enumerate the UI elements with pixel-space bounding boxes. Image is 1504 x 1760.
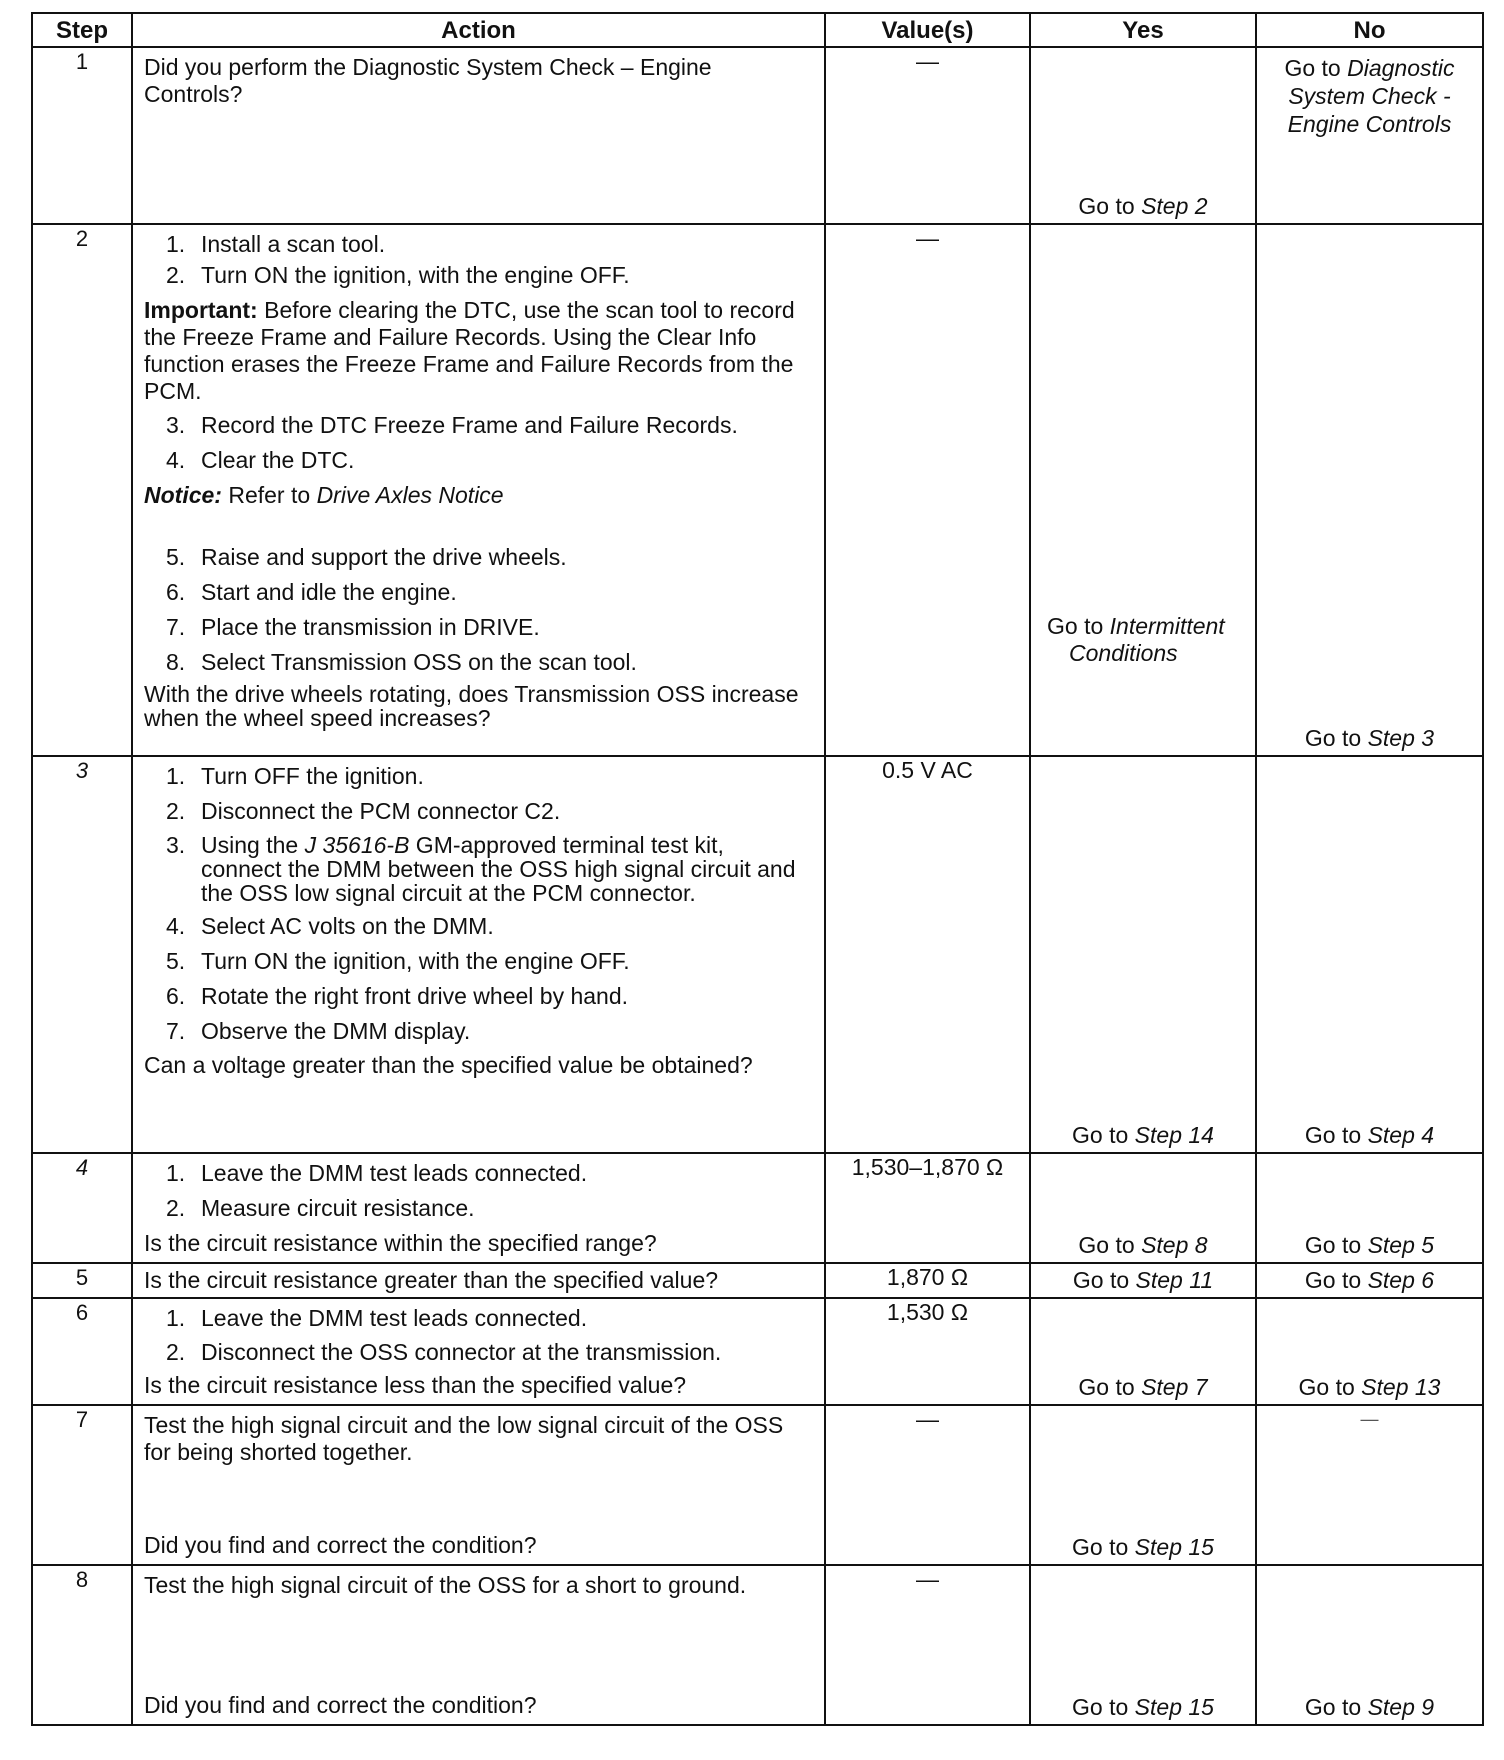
value-cell: 0.5 V AC [825, 756, 1030, 1153]
value-cell: 1,870 Ω [825, 1263, 1030, 1298]
yes-cell[interactable] [1030, 1263, 1256, 1298]
list-item: 2. Measure circuit resistance. [166, 1195, 475, 1221]
header-yes: Yes [1030, 13, 1256, 47]
yes-cell[interactable] [1030, 224, 1256, 756]
header-no: No [1256, 13, 1483, 47]
action-cell [132, 224, 825, 756]
list-item: 7. Observe the DMM display. [166, 1018, 471, 1044]
no-cell[interactable] [1256, 756, 1483, 1153]
list-item: 3. Record the DTC Freeze Frame and Failure Records. [166, 412, 738, 438]
action-cell [132, 1298, 825, 1405]
list-item: 4. Clear the DTC. [166, 447, 355, 473]
notice-link[interactable]: Drive Axles Notice [316, 482, 504, 508]
action-question: Did you find and correct the condition? [144, 1532, 537, 1558]
no-cell[interactable] [1256, 1153, 1483, 1263]
list-item: 4. Select AC volts on the DMM. [166, 913, 494, 939]
yes-cell[interactable] [1030, 756, 1256, 1153]
yes-prefix: Go to [1072, 1694, 1135, 1720]
step-number: 7 [32, 1405, 132, 1565]
yes-link-line1[interactable]: Intermittent [1109, 613, 1225, 639]
no-prefix: Go to [1304, 1122, 1368, 1148]
yes-link[interactable]: Step 15 [1134, 1534, 1214, 1560]
step-number: 1 [32, 47, 132, 224]
table-row-step-1 [32, 47, 1483, 224]
step-number: 5 [32, 1263, 132, 1298]
no-cell[interactable] [1256, 1263, 1483, 1298]
no-prefix: Go to [1298, 1374, 1362, 1400]
yes-link[interactable]: Step 7 [1141, 1374, 1208, 1400]
list-item: 1. Leave the DMM test leads connected. [166, 1160, 588, 1186]
action-cell [132, 1565, 825, 1725]
yes-link[interactable]: Step 15 [1134, 1694, 1214, 1720]
list-item: 5. Raise and support the drive wheels. [166, 544, 567, 570]
yes-link[interactable]: Step 14 [1134, 1122, 1214, 1148]
no-cell[interactable] [1256, 224, 1483, 756]
table-row-step-7 [32, 1405, 1483, 1565]
yes-prefix: Go to [1072, 1267, 1136, 1293]
header-step: Step [32, 13, 132, 47]
action-cell [132, 1153, 825, 1263]
value-cell: 1,530 Ω [825, 1298, 1030, 1405]
no-cell[interactable] [1256, 1298, 1483, 1405]
no-link[interactable]: Step 5 [1367, 1232, 1435, 1258]
no-link-line1[interactable]: Diagnostic [1347, 55, 1455, 81]
list-item: 6. Start and idle the engine. [166, 579, 457, 605]
list-item: 1. Install a scan tool. [166, 231, 386, 257]
yes-prefix: Go to [1047, 613, 1110, 639]
no-link[interactable]: Step 9 [1367, 1694, 1435, 1720]
action-question: Is the circuit resistance within the specified range? [144, 1230, 657, 1256]
value-cell: — [825, 224, 1030, 756]
yes-prefix: Go to [1072, 1122, 1135, 1148]
table-row-step-5 [32, 1263, 1483, 1298]
list-item: 2. Turn ON the ignition, with the engine OFF. [166, 262, 630, 288]
yes-prefix: Go to [1078, 1232, 1142, 1258]
no-link[interactable]: Step 6 [1367, 1267, 1435, 1293]
action-text: Test the high signal circuit of the OSS for a short to ground. [144, 1572, 747, 1598]
action-question: Can a voltage greater than the specified value be obtained? [144, 1052, 753, 1078]
list-item: 1. Turn OFF the ignition. [166, 763, 424, 789]
yes-cell[interactable] [1030, 1153, 1256, 1263]
no-cell[interactable] [1256, 1565, 1483, 1725]
no-link[interactable]: Step 3 [1367, 725, 1435, 751]
list-item: 8. Select Transmission OSS on the scan tool. [166, 649, 637, 675]
yes-link[interactable]: Step 11 [1135, 1267, 1214, 1293]
action-question: Did you perform the Diagnostic System Check – Engine Controls? [144, 54, 712, 107]
table-row-step-4 [32, 1153, 1483, 1263]
yes-cell[interactable] [1030, 47, 1256, 224]
no-prefix: Go to [1304, 725, 1368, 751]
yes-prefix: Go to [1078, 193, 1142, 219]
action-cell [132, 47, 825, 224]
action-cell [132, 1405, 825, 1565]
step-number: 8 [32, 1565, 132, 1725]
no-link-line2[interactable]: System Check - [1288, 83, 1451, 109]
value-cell: — [825, 1405, 1030, 1565]
list-item: 2. Disconnect the PCM connector C2. [166, 798, 561, 824]
yes-cell[interactable] [1030, 1298, 1256, 1405]
table-row-step-3 [32, 756, 1483, 1153]
yes-link[interactable]: Step 8 [1141, 1232, 1208, 1258]
action-question: Is the circuit resistance greater than the specified value? [144, 1267, 719, 1293]
header-values: Value(s) [825, 13, 1030, 47]
header-row [32, 13, 1483, 47]
action-question: Is the circuit resistance less than the specified value? [144, 1372, 687, 1398]
list-item: 1. Leave the DMM test leads connected. [166, 1305, 588, 1331]
yes-prefix: Go to [1072, 1534, 1135, 1560]
value-cell: 1,530–1,870 Ω [825, 1153, 1030, 1263]
list-item: 2. Disconnect the OSS connector at the transmission. [166, 1338, 722, 1365]
no-prefix: Go to [1304, 1232, 1368, 1258]
yes-prefix: Go to [1078, 1374, 1142, 1400]
no-prefix: Go to [1304, 1694, 1368, 1720]
list-item: 5. Turn ON the ignition, with the engine OFF. [166, 948, 630, 974]
table-row-step-6 [32, 1298, 1483, 1405]
notice-note: Notice: Refer to Drive Axles Notice [144, 482, 504, 508]
value-cell: — [825, 47, 1030, 224]
step-number: 4 [32, 1153, 132, 1263]
table-row-step-8 [32, 1565, 1483, 1725]
action-cell [132, 756, 825, 1153]
action-question: With the drive wheels rotating, does Transmission OSS increase when the wheel speed increases? [144, 681, 799, 731]
action-cell [132, 1263, 825, 1298]
step-number: 3 [32, 756, 132, 1153]
tool-reference: J 35616-B [304, 832, 410, 858]
yes-link-line2[interactable]: Conditions [1069, 640, 1178, 666]
no-link[interactable]: Step 4 [1367, 1122, 1435, 1148]
list-item: 6. Rotate the right front drive wheel by hand. [166, 983, 629, 1009]
no-prefix: Go to [1284, 55, 1348, 81]
table-row-step-2 [32, 224, 1483, 756]
action-text: Test the high signal circuit and the low signal circuit of the OSS for being shorted together. [144, 1412, 784, 1465]
action-question: Did you find and correct the condition? [144, 1692, 537, 1718]
yes-cell[interactable] [1030, 1405, 1256, 1565]
value-cell: — [825, 1565, 1030, 1725]
important-note: Important: Before clearing the DTC, use the scan tool to record the Freeze Frame and Failure Records. Using the Clear Info function erases the Freeze Frame and Failure Records from the PCM. [144, 297, 795, 404]
diagnostic-table [31, 12, 1484, 1726]
no-link[interactable]: Step 13 [1361, 1374, 1441, 1400]
step-number: 6 [32, 1298, 132, 1405]
no-link-line3[interactable]: Engine Controls [1287, 111, 1452, 137]
yes-link[interactable]: Step 2 [1141, 193, 1208, 219]
no-prefix: Go to [1304, 1267, 1368, 1293]
list-item: 7. Place the transmission in DRIVE. [166, 614, 540, 640]
no-cell[interactable] [1256, 47, 1483, 224]
list-item: 3. Using the J 35616-B GM-approved terminal test kit, connect the DMM between the OSS high signal circuit and the OSS low signal circuit at the PCM connector. [166, 832, 796, 906]
no-cell: — [1256, 1405, 1483, 1565]
header-action: Action [132, 13, 825, 47]
yes-cell[interactable] [1030, 1565, 1256, 1725]
step-number: 2 [32, 224, 132, 756]
